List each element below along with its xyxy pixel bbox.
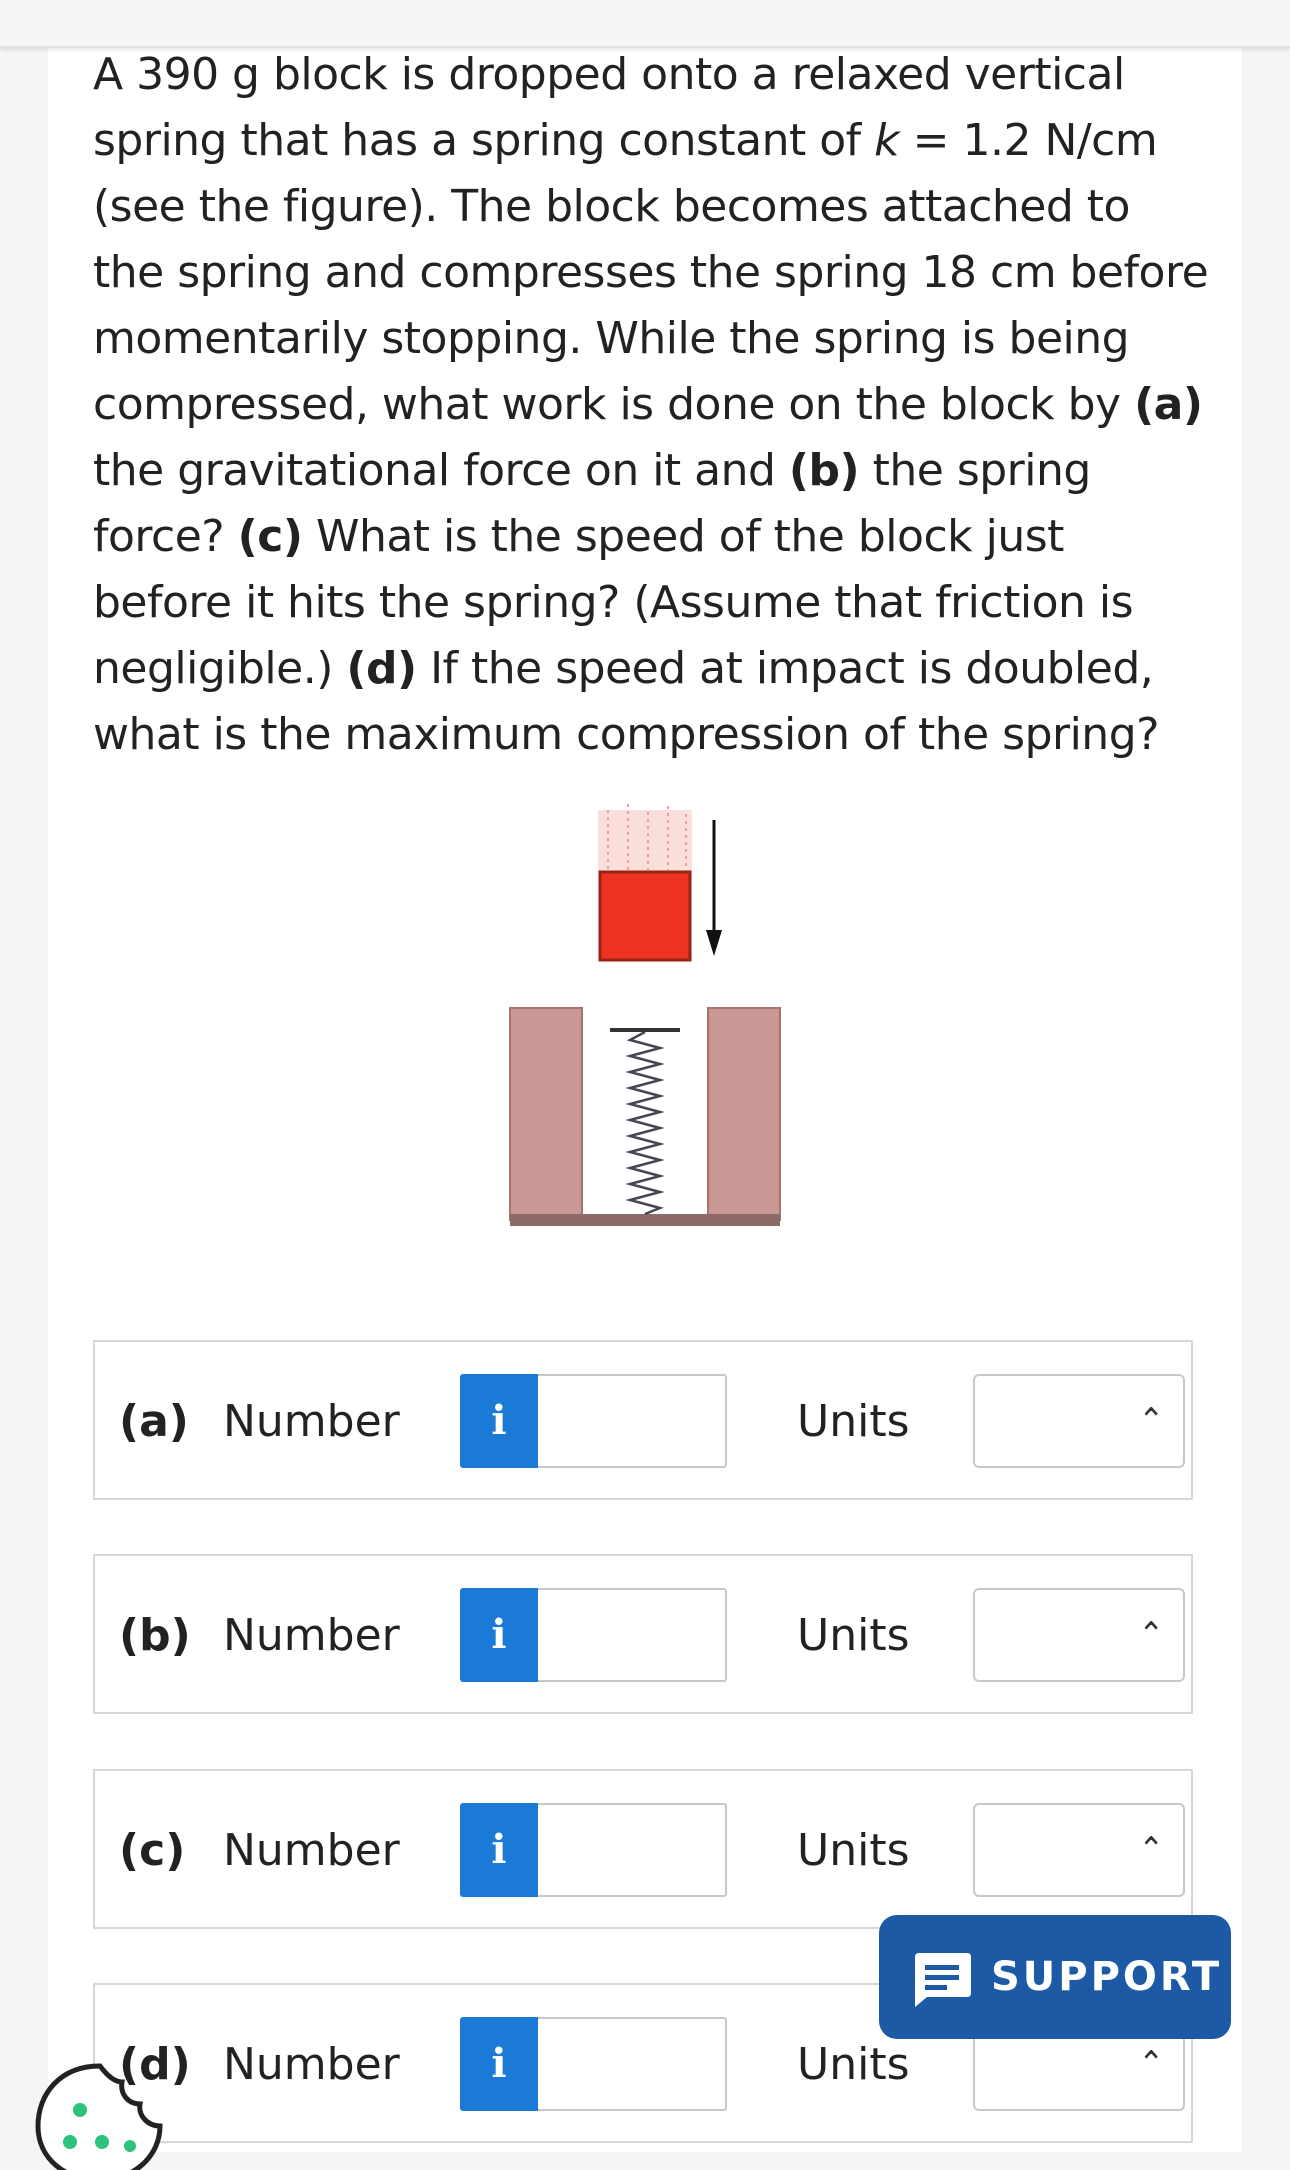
question-text-part: What is the speed of the block just before it hits the spring? (Assume that friction is negligible.) — [93, 511, 1134, 694]
support-label: SUPPORT — [991, 1954, 1223, 2000]
answer-row-a — [93, 1340, 1193, 1500]
chevron-up-down-icon: ⌃ — [1137, 1401, 1164, 1441]
info-icon[interactable]: i — [460, 1588, 538, 1682]
spring-block-figure — [490, 790, 800, 1250]
info-icon[interactable]: i — [460, 2017, 538, 2111]
units-select-b[interactable] — [973, 1588, 1185, 1682]
number-input-a[interactable] — [538, 1374, 727, 1468]
part-label: (d) — [119, 2039, 191, 2090]
chevron-up-down-icon: ⌃ — [1137, 1615, 1164, 1655]
answer-row-b — [93, 1554, 1193, 1714]
number-label: Number — [223, 1396, 400, 1447]
units-label: Units — [797, 2039, 910, 2090]
info-icon[interactable]: i — [460, 1374, 538, 1468]
right-wall — [708, 1008, 780, 1220]
number-label: Number — [223, 2039, 400, 2090]
answer-row-c — [93, 1769, 1193, 1929]
info-icon[interactable]: i — [460, 1803, 538, 1897]
question-text-part: the gravitational force on it and — [93, 445, 789, 496]
part-b-marker: (b) — [788, 445, 860, 496]
top-bar — [0, 0, 1290, 48]
cookie-icon[interactable] — [30, 2060, 170, 2170]
floor — [510, 1214, 780, 1226]
left-wall — [510, 1008, 582, 1220]
spring — [630, 1032, 660, 1214]
support-button[interactable] — [879, 1915, 1231, 2039]
chat-icon — [909, 1949, 973, 2009]
question-text-part: = 1.2 N/cm (see the figure). The block becomes attached to the spring and compresses the spring 18 cm before momentarily stopping. While the spring is being compressed, what work is done on the block by — [93, 115, 1209, 430]
part-d-marker: (d) — [346, 643, 417, 694]
units-select-c[interactable] — [973, 1803, 1185, 1897]
part-label: (a) — [119, 1396, 189, 1447]
number-input-b[interactable] — [538, 1588, 727, 1682]
chevron-up-down-icon: ⌃ — [1137, 2044, 1164, 2084]
part-label: (b) — [119, 1610, 191, 1661]
number-label: Number — [223, 1825, 400, 1876]
down-arrow-icon — [706, 820, 722, 956]
part-c-marker: (c) — [237, 511, 303, 562]
question-text-part: If the speed at impact is doubled, what is the maximum compression of the spring? — [93, 643, 1159, 760]
units-label: Units — [797, 1610, 910, 1661]
part-label: (c) — [119, 1825, 186, 1876]
question-text-part: the spring force? — [93, 445, 1091, 562]
motion-blur — [598, 804, 692, 872]
variable-k: k — [874, 115, 900, 166]
chevron-up-down-icon: ⌃ — [1137, 1830, 1164, 1870]
question-text — [93, 42, 1213, 768]
number-input-c[interactable] — [538, 1803, 727, 1897]
units-select-a[interactable] — [973, 1374, 1185, 1468]
number-label: Number — [223, 1610, 400, 1661]
units-label: Units — [797, 1825, 910, 1876]
number-input-d[interactable] — [538, 2017, 727, 2111]
units-label: Units — [797, 1396, 910, 1447]
part-a-marker: (a) — [1134, 379, 1203, 430]
question-text-part: A 390 g block is dropped onto a relaxed vertical spring that has a spring constant of — [93, 49, 1125, 166]
red-block — [600, 872, 690, 960]
